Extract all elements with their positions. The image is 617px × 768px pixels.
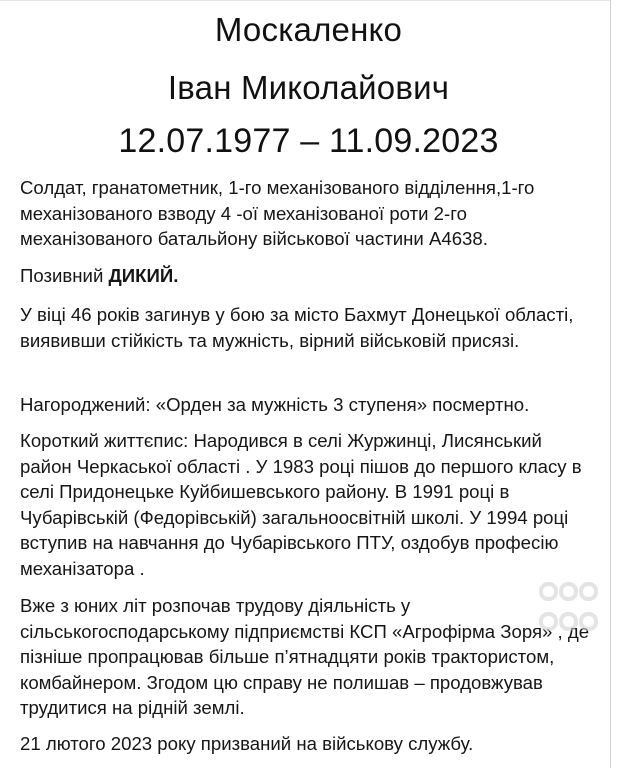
- death-paragraph: У віці 46 років загинув у бою за місто Бахмут Донецької області, виявивши стійкість та мужність, вірний військовій присязі.: [20, 304, 574, 351]
- career-paragraph: Вже з юних літ розпочав трудову діяльність у сільськогосподарському підприємстві КСП «Агрофірма Зоря» , де пізніше пропрацював більше п’ятнадцяти років трактористом, комбайнером. Згодом цю справу не полишав – продовжував трудитися на рідній землі.: [20, 595, 590, 718]
- callsign-label: Позивний: [20, 265, 109, 286]
- biography-paragraph: Короткий життєпис: Народився в селі Журжинці, Лисянський район Черкаської області . У 1983 році пішов до першого класу в селі Придонецьке Куйбишевського району. В 1991 році в Чубарівській (Федорівській) загальноосвітній школі. У 1994 році вступив на навчання до Чубарівського ПТУ, оздобув професію механізатора .: [20, 430, 582, 579]
- surname-heading: Москаленко: [214, 11, 403, 48]
- callsign-value: ДИКИЙ.: [108, 265, 179, 286]
- given-names-heading: Іван Миколайович: [167, 69, 450, 106]
- top-divider: [0, 0, 611, 1]
- service-paragraph: Солдат, гранатометник, 1-го механізованого відділення,1-го механізованого взводу 4 -ої механізованої роти 2-го механізованого батальйону військової частини А4638.: [20, 177, 535, 249]
- award-paragraph: Нагороджений: «Орден за мужність 3 ступеня» посмертно.: [20, 394, 530, 415]
- life-dates-heading: 12.07.1977 – 11.09.2023: [118, 122, 499, 160]
- dots-grid-watermark-icon: [538, 581, 600, 633]
- callsign-paragraph: [20, 263, 598, 289]
- conscription-paragraph: 21 лютого 2023 року призваний на військову службу.: [20, 733, 474, 754]
